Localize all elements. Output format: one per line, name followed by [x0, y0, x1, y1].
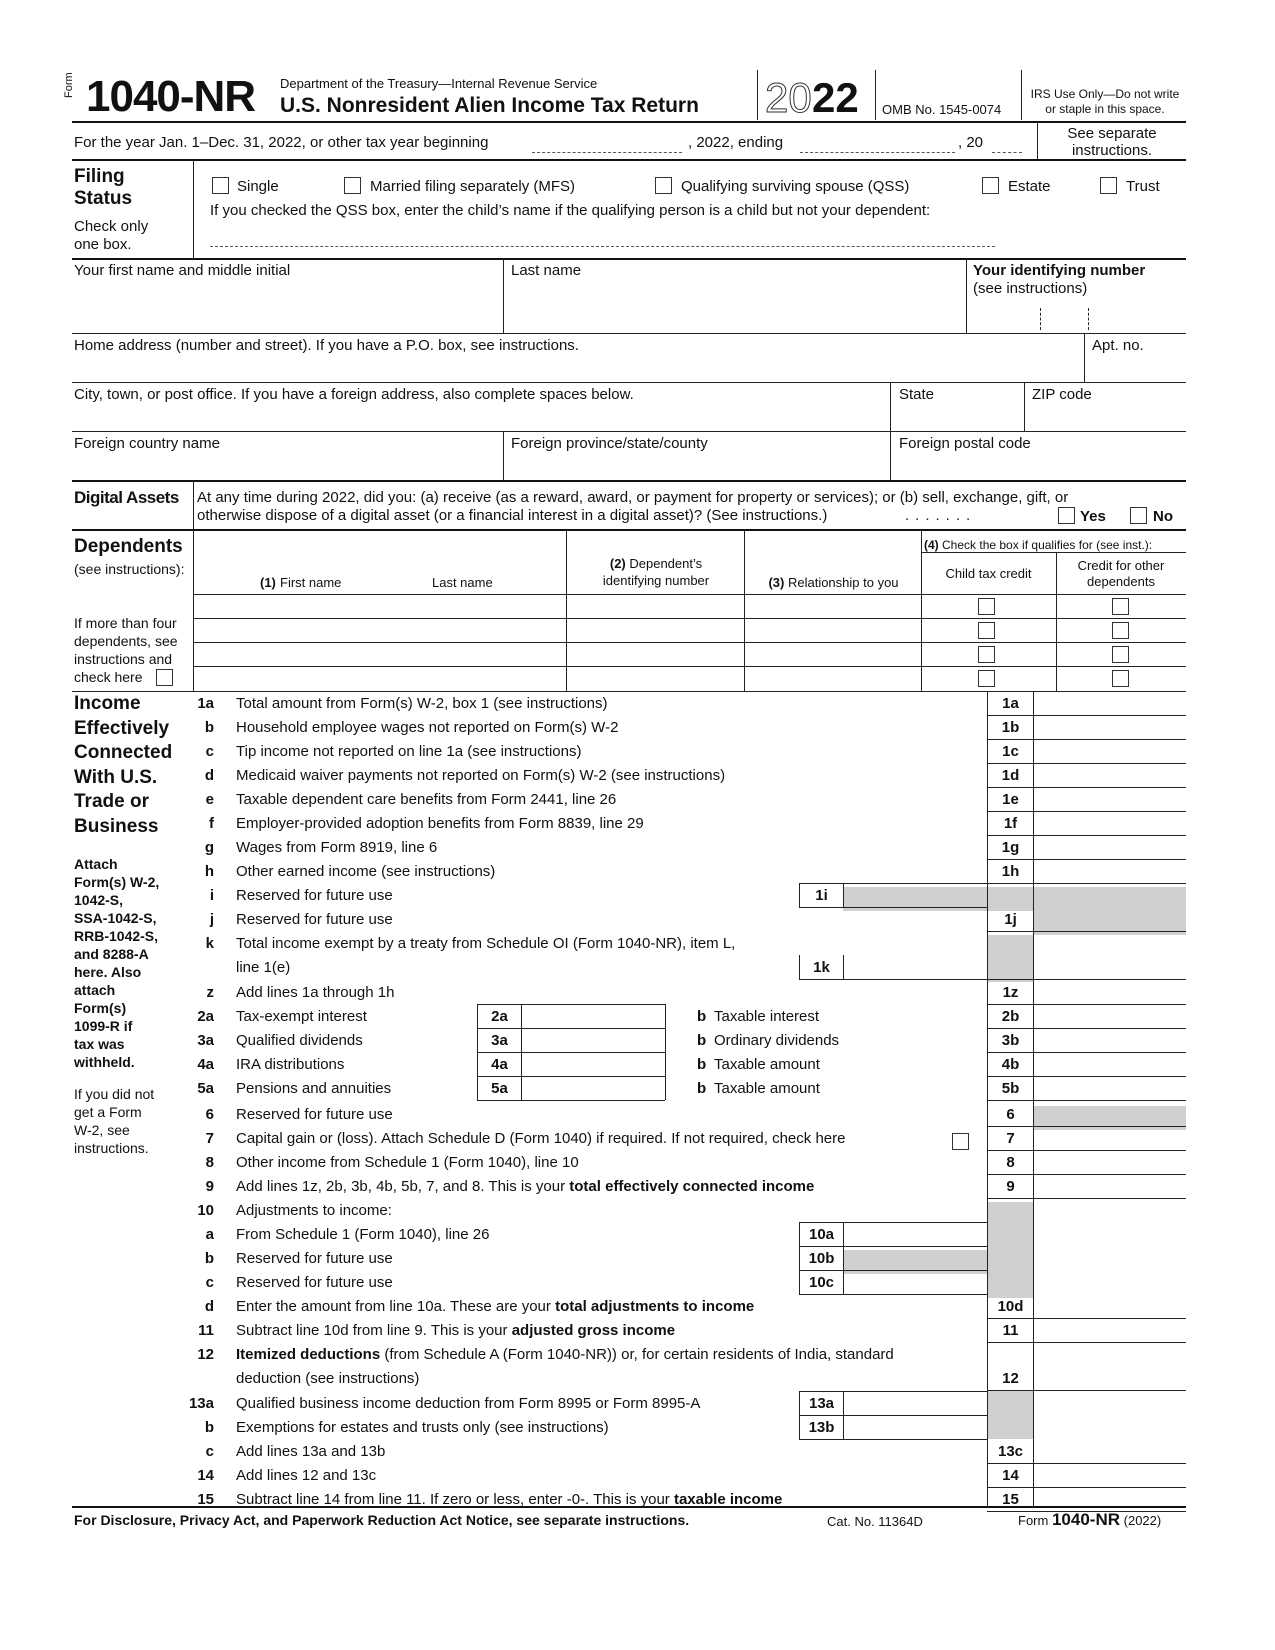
- dependent-row-3[interactable]: [195, 643, 921, 666]
- line-6-text: Reserved for future use: [236, 1106, 393, 1123]
- line-5a-text: Pensions and annuities: [236, 1080, 392, 1097]
- irs-use-only-1: IRS Use Only—Do not write: [1030, 87, 1180, 101]
- attach-note-line-10: tax was: [74, 1036, 125, 1052]
- line-1d-box-label: 1d: [1001, 767, 1020, 784]
- foreign-province-input[interactable]: [505, 454, 888, 480]
- dep-col4b-2: dependents: [1087, 574, 1155, 589]
- line-1e-amount-input[interactable]: [1035, 788, 1186, 810]
- line-2a-number: 2a: [197, 1008, 214, 1025]
- first-name-label: Your first name and middle initial: [74, 262, 291, 279]
- attach-note-line-8: Form(s): [74, 1000, 127, 1016]
- line-14-amount-input[interactable]: [1035, 1464, 1186, 1486]
- home-address-input[interactable]: [72, 356, 1082, 382]
- state-input[interactable]: [892, 405, 1022, 431]
- line-1f-text: Employer-provided adoption benefits from Form 8839, line 29: [236, 815, 644, 832]
- line-13a-box-label: 13a: [808, 1395, 835, 1412]
- line-12-box-label: 12: [1002, 1370, 1019, 1387]
- line-9-number: 9: [205, 1178, 214, 1195]
- line-2a-b-amount-input[interactable]: [1035, 1005, 1186, 1027]
- year-bold: 22: [812, 74, 859, 121]
- line-8-number: 8: [205, 1154, 214, 1171]
- form-1040nr-page: Form 1040-NR Department of the Treasury—Internal Revenue Service U.S. Nonresident Alien Income Tax Return 20 22 OMB No. 1545-0074 IRS Use Only—Do not write or staple in this space. For the year Jan. 1–Dec. 31, 2022, or other tax year beginning , 2022, ending , 20 See separate instructions. Filing Status Check only one box. Single Married filing separately (MFS) Qualifying surviving spouse (QSS) Estate Trust If you checked the QSS box, enter the child’s name if the qualifying person is a child but not your dependent: Your first name and middle initial Last name Your identifying number (see instructions) Home address (number and street). If you have a P.O. box, see instructions. Apt. no. City, town, or post office. If you have a foreign address, also complete spaces below. State ZIP code Foreign country name Foreign province/state/county Foreign postal code Digital Assets At any time during 2022, did you: (a) receive (as a reward, award, or payment for property or services); or (b) sell, exchange, gift, or otherwise dispose of a digital asset (or a financial interest in a digital asset)? (See instructions.) ....... Yes No Dependents (see instructions): If more than four dependents, see instructions and check here (1) First name Last name (2) Dependent’s identifying number (3) Relationship to you (4) Check the box if qualifies for (see inst.): Child tax credit Credit for other dependents 1a Total amount from Form(s) W-2, box 1 (see instructions) 1a b Household employee wages not reported on Form(s) W-2 1b c Tip income not reported on line 1a (see instructions) 1c d Medicaid waiver payments not reported on Form(s) W-2 (see instructions) 1d e Taxable dependent care benefits from Form 2441, line 26 1e f Employer-provided adoption benefits from Form 8839, line 29 1f g Wages from Form 8919, line 6 1g h Other earned income (see instructions) 1h i Reserved for future use 1i j Reserved for future use 1j k Total income exempt by a treaty from Schedule OI (Form 1040-NR), item L, line 1(e) 1k z Add lines 1a through 1h 1z 2a Tax-exempt interest 2a b Taxable interest 2b 3a Qualified dividends 3a b Ordinary dividends 3b 4a IRA distributions 4a b Taxable amount 4b 5a Pensions and annuities 5a b Taxable amount 5b 6 Reserved for future use 6 7 Capital gain or (loss). Attach Schedule D (Form 1040) if required. If not required, check here 7 8 Other income from Schedule 1 (Form 1040), line 10 8 9 Add lines 1z, 2b, 3b, 4b, 5b, 7, and 8. This is your total effectively connected income 9 10 Adjustments to income: a From Schedule 1 (Form 1040), line 26 10a b Reserved for future use 10b c Reserved for future use 10c d Enter the amount from line 10a. These are your total adjustments to income 10d 11 Subtract line 10d from line 9. This is your adjusted gross income 11 12 Itemized deductions (from Schedule A (Form 1040-NR)) or, for certain residents of India, standard deduction (see instructions) 12 13a Qualified business income deduction from Form 8995 or Form 8995-A 13a b Exemptions for estates and trusts only (see instructions) 13b c Add lines 13a and 13b 13c 14 Add lines 12 and 13c 14 15 Subtract line 14 from line 11. If zero or less, enter -0-. This is your taxable income 15 For Disclosure, Privacy Act, and Paperwork Reduction Act Notice, see separate instructions. Cat. No. 11364D Form 1040-NR (2022) Income Effectively Connected With U.S. Trade or Business Attach Form(s) W-2, 1042-S, SSA-1042-S, RRB-1042-S, and 8288-A here. Also attach Form(s) 1099-R if tax was withheld. If you did not get a Form W-2, see instructions.: [0, 0, 1275, 1650]
- line-1k-number: k: [205, 935, 214, 952]
- line-1e-box-label: 1e: [1002, 791, 1019, 808]
- line-1g-text: Wages from Form 8919, line 6: [236, 839, 438, 856]
- dependent-row-2[interactable]: [195, 619, 921, 642]
- line-3a-box-label: 3a: [491, 1032, 508, 1049]
- attach-note-line-6: here. Also: [74, 964, 142, 980]
- foreign-province-label: Foreign province/state/county: [511, 435, 708, 452]
- line-1i-text: Reserved for future use: [236, 887, 393, 904]
- line-1f-box-label: 1f: [1003, 815, 1018, 832]
- dependents-more-2: dependents, see: [74, 633, 178, 649]
- line-3a-b-text: Ordinary dividends: [714, 1032, 840, 1049]
- line-5a-box-label: 5a: [491, 1080, 508, 1097]
- line-1d-text: Medicaid waiver payments not reported on Form(s) W-2 (see instructions): [236, 767, 726, 784]
- line-1z-amount-input[interactable]: [1035, 981, 1186, 1003]
- line-13c-box-label: 13c: [997, 1443, 1024, 1460]
- line-1j-number: j: [209, 911, 214, 928]
- form-title: U.S. Nonresident Alien Income Tax Return: [280, 94, 699, 117]
- attach-note-line-0: Attach: [74, 856, 118, 872]
- tax-year-20-label: , 20: [958, 134, 984, 151]
- line-7-text: Capital gain or (loss). Attach Schedule D (Form 1040) if required. If not required, check here: [236, 1130, 846, 1147]
- line-1h-amount-input[interactable]: [1035, 860, 1186, 882]
- line-1a-box-label: 1a: [1002, 695, 1019, 712]
- filing-trust-label: Trust: [1126, 178, 1160, 195]
- line-3a-b-letter: b: [697, 1032, 707, 1049]
- line-1c-amount-input[interactable]: [1035, 740, 1186, 762]
- filing-trust-checkbox[interactable]: [1100, 177, 1117, 194]
- line-6-number: 6: [205, 1106, 214, 1123]
- form-number: 1040-NR: [86, 72, 256, 121]
- tax-year-begin-field[interactable]: [532, 152, 682, 153]
- filing-status-check-2: one box.: [74, 236, 132, 253]
- line-1c-text: Tip income not reported on line 1a (see instructions): [236, 743, 582, 760]
- year-outline: 20: [765, 74, 812, 121]
- dep4-other-credit-checkbox[interactable]: [1112, 670, 1129, 687]
- digital-assets-q1: At any time during 2022, did you: (a) receive (as a reward, award, or payment for property or services); or (b) sell, exchange, gift, or: [197, 489, 1069, 506]
- line-13b-text: Exemptions for estates and trusts only (see instructions): [236, 1419, 609, 1436]
- dep1-child-tax-credit-checkbox[interactable]: [978, 598, 995, 615]
- line-1i-box-label: 1i: [815, 887, 828, 904]
- line-13a-text: Qualified business income deduction from Form 8995 or Form 8995-A: [236, 1395, 701, 1412]
- line-5a-b-amount-input[interactable]: [1035, 1077, 1186, 1099]
- line-12-number: 12: [197, 1346, 214, 1363]
- dep1-other-credit-checkbox[interactable]: [1112, 598, 1129, 615]
- dependents-more-4: check here: [74, 669, 143, 685]
- line-1f-number: f: [209, 815, 214, 832]
- qss-child-name-field[interactable]: [210, 246, 995, 247]
- line-13b-amount-input[interactable]: [845, 1416, 985, 1438]
- dep-col1-number: (1): [260, 575, 276, 590]
- line-1e-text: Taxable dependent care benefits from Form 2441, line 26: [236, 791, 617, 808]
- tax-year-label: For the year Jan. 1–Dec. 31, 2022, or other tax year beginning: [74, 134, 489, 151]
- dependent-row-4[interactable]: [195, 667, 921, 690]
- line-14-box-label: 14: [1002, 1467, 1019, 1484]
- digital-assets-yes-label: Yes: [1080, 508, 1106, 525]
- apt-label: Apt. no.: [1092, 337, 1144, 354]
- foreign-postal-input[interactable]: [892, 454, 1186, 480]
- line-1f-amount-input[interactable]: [1035, 812, 1186, 834]
- filing-status-title-2: Status: [74, 188, 133, 209]
- line-10d-box-label: 10d: [997, 1298, 1024, 1315]
- income-title-line-0: Income: [74, 693, 141, 714]
- line-1z-text: Add lines 1a through 1h: [236, 984, 395, 1001]
- dep-col2-line1: (2) Dependent’s: [609, 556, 703, 571]
- line-10d-amount-input[interactable]: [1035, 1295, 1186, 1317]
- line-13a-amount-input[interactable]: [845, 1392, 985, 1414]
- line-1k-text-2: line 1(e): [236, 959, 291, 976]
- line-11-text: Subtract line 10d from line 9. This is your adjusted gross income: [236, 1322, 676, 1339]
- line-1b-text: Household employee wages not reported on Form(s) W-2: [236, 719, 619, 736]
- footer-disclosure: For Disclosure, Privacy Act, and Paperwork Reduction Act Notice, see separate instructions.: [74, 1512, 690, 1528]
- no-w2-note-line-1: get a Form: [74, 1104, 142, 1120]
- foreign-postal-label: Foreign postal code: [899, 435, 1031, 452]
- line-2a-amount-input[interactable]: [523, 1005, 663, 1027]
- line-9-amount-input[interactable]: [1035, 1175, 1186, 1197]
- no-w2-note-line-0: If you did not: [74, 1086, 155, 1102]
- line-1j-box-label: 1j: [1004, 911, 1017, 928]
- line-5a-b-text: Taxable amount: [714, 1080, 820, 1097]
- line-14-number: 14: [197, 1467, 214, 1484]
- line-13c-text: Add lines 13a and 13b: [236, 1443, 386, 1460]
- line-8-amount-input[interactable]: [1035, 1151, 1186, 1173]
- line-1a-amount-input[interactable]: [1035, 692, 1186, 714]
- dependents-more-1: If more than four: [74, 615, 177, 631]
- line-1b-amount-input[interactable]: [1035, 716, 1186, 738]
- state-label: State: [899, 386, 935, 403]
- zip-label: ZIP code: [1032, 386, 1092, 403]
- attach-note-line-2: 1042-S,: [74, 892, 124, 908]
- line-1i-number: i: [209, 887, 214, 904]
- line-10a-amount-input[interactable]: [845, 1223, 985, 1245]
- see-separate-1: See separate: [1067, 125, 1157, 142]
- line-7-check-checkbox[interactable]: [952, 1133, 969, 1150]
- tax-year-end-year-field[interactable]: [992, 152, 1022, 153]
- tax-year-end-field[interactable]: [800, 152, 955, 153]
- line-2a-b-box-label: 2b: [1001, 1008, 1020, 1025]
- line-4a-b-amount-input[interactable]: [1035, 1053, 1186, 1075]
- line-6-amount-input[interactable]: [1035, 1103, 1186, 1125]
- attach-note-line-5: and 8288-A: [74, 946, 149, 962]
- line-15-text: Subtract line 14 from line 11. If zero or less, enter -0-. This is your taxable income: [236, 1491, 783, 1508]
- apt-input[interactable]: [1086, 356, 1186, 382]
- qss-note: If you checked the QSS box, enter the child’s name if the qualifying person is a child but not your dependent:: [210, 202, 931, 219]
- line-13c-number: c: [205, 1443, 214, 1460]
- line-1g-amount-input[interactable]: [1035, 836, 1186, 858]
- line-5a-b-letter: b: [697, 1080, 707, 1097]
- line-7-amount-input[interactable]: [1035, 1127, 1186, 1149]
- line-7-box-label: 7: [1006, 1130, 1015, 1147]
- id-number-sub: (see instructions): [973, 280, 1088, 297]
- digital-assets-q2: otherwise dispose of a digital asset (or a financial interest in a digital asset)? (See instructions.): [197, 507, 828, 524]
- dep2-other-credit-checkbox[interactable]: [1112, 622, 1129, 639]
- filing-mfs-checkbox[interactable]: [344, 177, 361, 194]
- line-14-text: Add lines 12 and 13c: [236, 1467, 377, 1484]
- home-address-label: Home address (number and street). If you have a P.O. box, see instructions.: [74, 337, 579, 354]
- line-6-box-label: 6: [1006, 1106, 1015, 1123]
- line-1g-box-label: 1g: [1001, 839, 1020, 856]
- filing-qss-label: Qualifying surviving spouse (QSS): [681, 178, 910, 195]
- dep2-child-tax-credit-checkbox[interactable]: [978, 622, 995, 639]
- line-10b-box-label: 10b: [808, 1250, 835, 1267]
- line-1z-number: z: [206, 984, 214, 1001]
- line-9-box-label: 9: [1006, 1178, 1015, 1195]
- dep-col1-first: First name: [280, 575, 342, 590]
- line-4a-b-letter: b: [697, 1056, 707, 1073]
- line-10d-number: d: [204, 1298, 214, 1315]
- filing-status-title-1: Filing: [74, 166, 125, 187]
- line-4a-box-label: 4a: [491, 1056, 508, 1073]
- line-1c-number: c: [205, 743, 214, 760]
- line-3a-text: Qualified dividends: [236, 1032, 363, 1049]
- line-5a-b-box-label: 5b: [1001, 1080, 1020, 1097]
- line-1k-text: Total income exempt by a treaty from Schedule OI (Form 1040-NR), item L,: [236, 935, 736, 952]
- dependents-title: Dependents: [74, 536, 183, 557]
- dependents-more-3: instructions and: [74, 651, 173, 667]
- line-12-text: Itemized deductions (from Schedule A (Form 1040-NR)) or, for certain residents of India, standard: [236, 1346, 894, 1363]
- line-5a-amount-input[interactable]: [523, 1077, 663, 1099]
- line-10c-number: c: [205, 1274, 214, 1291]
- filing-estate-checkbox[interactable]: [982, 177, 999, 194]
- line-10-number: 10: [197, 1202, 214, 1219]
- more-dependents-checkbox[interactable]: [156, 669, 173, 686]
- attach-note-line-1: Form(s) W-2,: [74, 874, 160, 890]
- footer-form-id: Form 1040-NR (2022): [1018, 1510, 1162, 1529]
- income-title-line-4: Trade or: [74, 791, 149, 812]
- line-8-text: Other income from Schedule 1 (Form 1040), line 10: [236, 1154, 579, 1171]
- income-title-line-3: With U.S.: [74, 766, 158, 788]
- line-12-text-2: deduction (see instructions): [236, 1370, 420, 1387]
- last-name-input[interactable]: [505, 282, 965, 332]
- line-7-number: 7: [205, 1130, 214, 1147]
- dep3-child-tax-credit-checkbox[interactable]: [978, 646, 995, 663]
- line-1j-text: Reserved for future use: [236, 911, 393, 928]
- irs-use-only-2: or staple in this space.: [1045, 102, 1165, 116]
- digital-assets-yes-checkbox[interactable]: [1058, 507, 1075, 524]
- id-number-input[interactable]: [968, 305, 1186, 332]
- line-1e-number: e: [205, 791, 214, 808]
- line-10a-box-label: 10a: [808, 1226, 835, 1243]
- tax-year-ending-label: , 2022, ending: [688, 134, 784, 151]
- city-input[interactable]: [72, 405, 887, 431]
- filing-single-checkbox[interactable]: [212, 177, 229, 194]
- line-13b-box-label: 13b: [808, 1419, 835, 1436]
- line-1b-number: b: [204, 719, 214, 736]
- foreign-country-label: Foreign country name: [74, 435, 220, 452]
- income-title-line-2: Connected: [74, 742, 173, 763]
- digital-assets-no-checkbox[interactable]: [1130, 507, 1147, 524]
- line-10c-text: Reserved for future use: [236, 1274, 393, 1291]
- line-11-box-label: 11: [1002, 1322, 1019, 1339]
- attach-note-line-9: 1099-R if: [74, 1018, 133, 1034]
- line-4a-number: 4a: [197, 1056, 214, 1073]
- line-1g-number: g: [204, 839, 214, 856]
- line-4a-text: IRA distributions: [236, 1056, 345, 1073]
- line-2a-text: Tax-exempt interest: [236, 1008, 367, 1025]
- line-11-amount-input[interactable]: [1035, 1319, 1186, 1341]
- no-w2-note-line-2: W-2, see: [74, 1122, 130, 1138]
- last-name-label: Last name: [511, 262, 582, 279]
- line-1a-number: 1a: [197, 695, 214, 712]
- line-4a-b-box-label: 4b: [1001, 1056, 1020, 1073]
- income-title-line-5: Business: [74, 815, 159, 837]
- dep-col4b-1: Credit for other: [1077, 558, 1165, 573]
- attach-note-line-3: SSA-1042-S,: [74, 910, 157, 926]
- line-1h-text: Other earned income (see instructions): [236, 863, 496, 880]
- line-5a-number: 5a: [197, 1080, 214, 1097]
- line-10-text: Adjustments to income:: [236, 1202, 392, 1219]
- digital-assets-title: Digital Assets: [74, 488, 179, 507]
- omb-number: OMB No. 1545-0074: [882, 102, 1002, 117]
- dep-col4: (4) Check the box if qualifies for (see inst.):: [924, 538, 1153, 552]
- line-10c-box-label: 10c: [808, 1274, 835, 1291]
- no-w2-note-line-3: instructions.: [74, 1140, 149, 1156]
- line-3a-number: 3a: [197, 1032, 214, 1049]
- attach-note-line-7: attach: [74, 982, 116, 998]
- line-2a-b-text: Taxable interest: [714, 1008, 820, 1025]
- foreign-country-input[interactable]: [72, 454, 502, 480]
- attach-note-line-11: withheld.: [74, 1054, 135, 1070]
- filing-qss-checkbox[interactable]: [655, 177, 672, 194]
- line-10b-text: Reserved for future use: [236, 1250, 393, 1267]
- first-name-input[interactable]: [72, 282, 502, 332]
- line-1d-number: d: [204, 767, 214, 784]
- line-10a-text: From Schedule 1 (Form 1040), line 26: [236, 1226, 490, 1243]
- form-word: Form: [63, 72, 75, 98]
- filing-status-check-1: Check only: [74, 218, 149, 235]
- dep-col2-line2: identifying number: [602, 573, 710, 588]
- dep-col4a: Child tax credit: [945, 566, 1032, 581]
- line-3a-b-amount-input[interactable]: [1035, 1029, 1186, 1051]
- line-10d-text: Enter the amount from line 10a. These are your total adjustments to income: [236, 1298, 755, 1315]
- line-1a-text: Total amount from Form(s) W-2, box 1 (see instructions): [236, 695, 608, 712]
- dep-col1-last: Last name: [432, 575, 493, 590]
- line-15-box-label: 15: [1002, 1491, 1019, 1508]
- line-1h-number: h: [204, 863, 214, 880]
- line-15-number: 15: [197, 1491, 214, 1508]
- id-number-label: Your identifying number: [973, 262, 1146, 279]
- dep4-child-tax-credit-checkbox[interactable]: [978, 670, 995, 687]
- filing-single-label: Single: [237, 178, 279, 195]
- line-10b-number: b: [204, 1250, 214, 1267]
- attach-note-line-4: RRB-1042-S,: [74, 928, 159, 944]
- line-3a-amount-input[interactable]: [523, 1029, 663, 1051]
- line-3a-b-box-label: 3b: [1001, 1032, 1020, 1049]
- line-13a-number: 13a: [188, 1395, 214, 1412]
- line-1d-amount-input[interactable]: [1035, 764, 1186, 786]
- line-2a-b-letter: b: [697, 1008, 707, 1025]
- line-9-text: Add lines 1z, 2b, 3b, 4b, 5b, 7, and 8. This is your total effectively connected income: [236, 1178, 815, 1195]
- line-1b-box-label: 1b: [1001, 719, 1020, 736]
- line-8-box-label: 8: [1006, 1154, 1015, 1171]
- see-separate-2: instructions.: [1071, 142, 1153, 159]
- line-13b-number: b: [204, 1419, 214, 1436]
- line-1k-box-label: 1k: [813, 959, 830, 976]
- dependent-row-1[interactable]: [195, 595, 921, 618]
- line-2a-box-label: 2a: [491, 1008, 508, 1025]
- line-13c-amount-input[interactable]: [1035, 1440, 1186, 1462]
- dependents-subtitle: (see instructions):: [74, 561, 185, 577]
- digital-assets-no-label: No: [1153, 508, 1173, 525]
- filing-mfs-label: Married filing separately (MFS): [370, 178, 576, 195]
- zip-input[interactable]: [1026, 405, 1186, 431]
- dep-col3: (3) Relationship to you: [768, 575, 899, 590]
- filing-estate-label: Estate: [1008, 178, 1051, 195]
- line-4a-b-text: Taxable amount: [714, 1056, 820, 1073]
- city-label: City, town, or post office. If you have a foreign address, also complete spaces below.: [74, 386, 634, 403]
- line-10a-number: a: [205, 1226, 214, 1243]
- footer-cat-number: Cat. No. 11364D: [827, 1514, 923, 1529]
- line-11-number: 11: [198, 1322, 214, 1339]
- line-4a-amount-input[interactable]: [523, 1053, 663, 1075]
- line-1c-box-label: 1c: [1002, 743, 1019, 760]
- income-title-line-1: Effectively: [74, 717, 170, 739]
- line-1k-amount-input[interactable]: [845, 956, 985, 978]
- dep3-other-credit-checkbox[interactable]: [1112, 646, 1129, 663]
- agency: Department of the Treasury—Internal Revenue Service: [280, 76, 598, 91]
- line-1h-box-label: 1h: [1001, 863, 1020, 880]
- line-1z-box-label: 1z: [1002, 984, 1019, 1001]
- line-12-amount-input[interactable]: [1035, 1367, 1186, 1389]
